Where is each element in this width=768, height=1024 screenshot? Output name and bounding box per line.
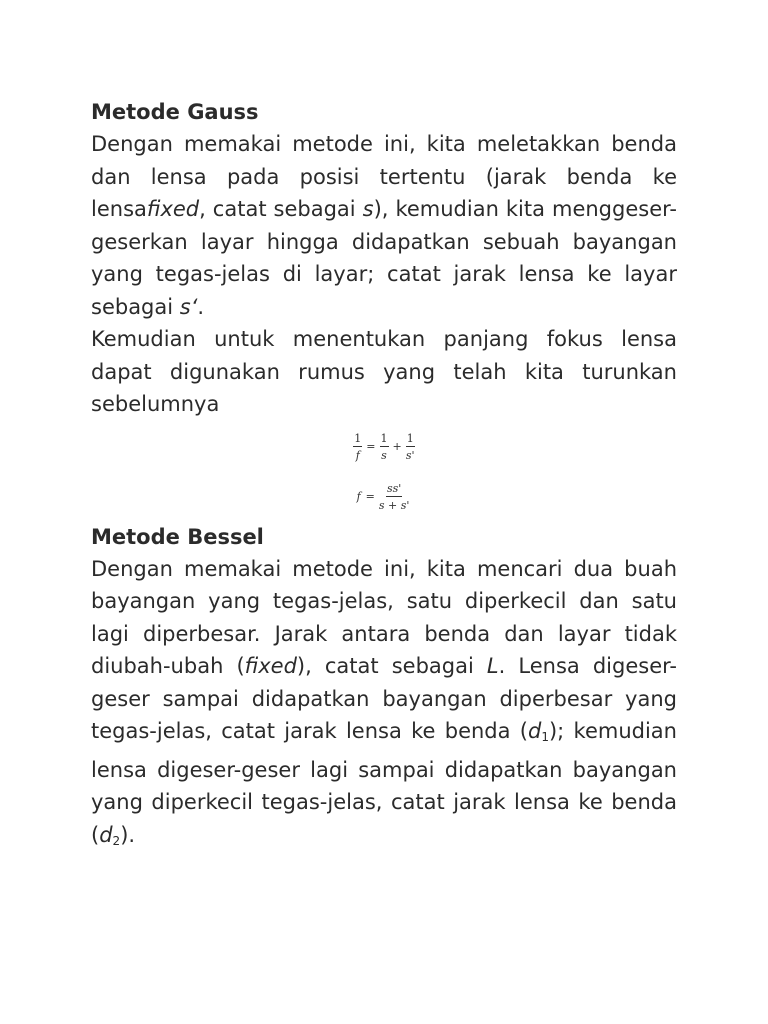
formula-variable-f: f (356, 490, 361, 503)
section-title-gauss: Metode Gauss (91, 100, 259, 124)
gauss-p1-text-c: , catat sebagai (199, 197, 363, 221)
lens-formula (351, 427, 416, 467)
bessel-p1-sub-1: 1 (541, 730, 549, 744)
fraction-1-over-s (380, 432, 389, 462)
fraction-1-over-s-prime (406, 432, 415, 462)
bessel-p1-text-c: ), catat sebagai (296, 654, 487, 678)
bessel-p1-text-e: . Lensa digeser-geser sampai didapatkan bayangan diperbesar yang tegas-jelas, catat jarak lensa ke benda ( (91, 654, 677, 743)
fraction-numerator: 1 (406, 431, 414, 445)
gauss-paragraph-2: Kemudian untuk menentukan panjang fokus lensa dapat digunakan rumus yang telah kita turunkan sebelumnya (91, 327, 677, 416)
fraction-denominator: f (355, 448, 360, 462)
bessel-p1-text-g: ); kemudian lensa digeser-geser lagi sampai didapatkan bayangan yang diperkecil tegas-jelas, catat jarak lensa ke benda ( (91, 719, 677, 847)
fraction-denominator: s + s' (378, 498, 410, 512)
fraction-denominator: s (381, 448, 387, 462)
gauss-p1-text-a: Dengan memakai metode ini, kita meletakkan benda dan lensa pada posisi tertentu (jarak benda ke lensa (91, 132, 677, 221)
section-title-bessel: Metode Bessel (91, 524, 264, 549)
gauss-p1-fixed: fixed (146, 197, 200, 221)
gauss-p1-text-e: ), kemudian kita menggeser-geserkan layar hingga didapatkan sebuah bayangan yang tegas-jelas di layar; catat jarak lensa ke layar sebagai (91, 197, 677, 319)
fraction-numerator: 1 (380, 431, 388, 445)
gauss-p1-var-s-prime: s‘ (179, 294, 198, 319)
bessel-p1-text-i: ). (120, 822, 136, 847)
gauss-paragraph-1 (91, 128, 677, 323)
plus-sign: + (392, 440, 402, 453)
bessel-p1-var-d1: d (528, 719, 542, 743)
equals-sign: = (366, 440, 376, 453)
focal-length-formula (357, 477, 412, 517)
fraction-1-over-f (353, 432, 362, 462)
gauss-p1-text-g: . (197, 294, 205, 319)
gauss-p1-var-s: s (362, 197, 374, 221)
bessel-p1-text-a: Dengan memakai metode ini, kita mencari dua buah bayangan yang tegas-jelas, satu diperkecil dan satu lagi diperbesar. Jarak antara benda dan layar tidak diubah-ubah ( (91, 556, 677, 678)
bessel-p1-var-L: L (486, 654, 499, 678)
fraction-ss-over-sum (379, 482, 410, 512)
bessel-p1-fixed: fixed (244, 654, 297, 678)
fraction-numerator: ss' (386, 481, 402, 495)
bessel-p1-sub-2: 2 (112, 833, 121, 848)
bessel-paragraph-1 (91, 553, 677, 858)
fraction-numerator: 1 (354, 431, 362, 445)
formula-block (91, 427, 677, 517)
document-page (91, 96, 677, 857)
fraction-denominator: s' (405, 448, 415, 462)
equals-sign: = (365, 490, 375, 503)
bessel-p1-var-d2: d (99, 822, 113, 847)
